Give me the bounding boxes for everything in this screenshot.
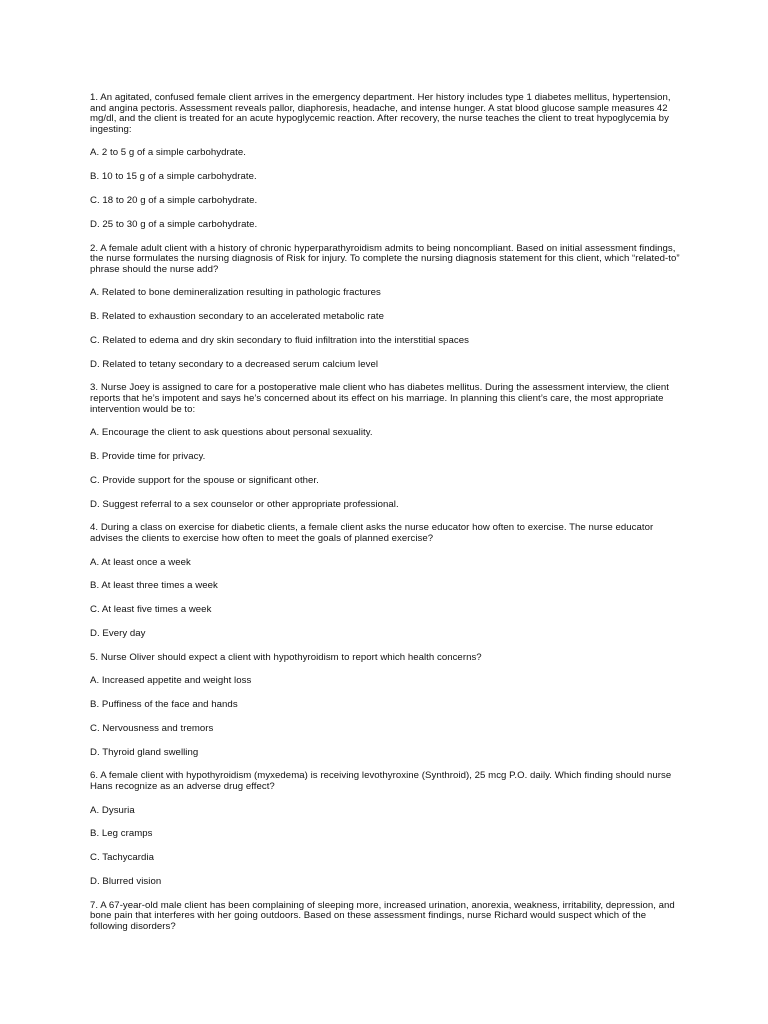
- question-3-stem: 3. Nurse Joey is assigned to care for a postoperative male client who has diabetes mellitus. During the assessment interview, the client reports that he’s impotent and says he’s concerned about its effect on his marriage. In planning this client’s care, the most appropriate intervention would be to:: [90, 382, 669, 415]
- question-5-option-d: D. Thyroid gland swelling: [90, 746, 199, 758]
- question-3-option-c: C. Provide support for the spouse or significant other.: [90, 474, 319, 486]
- question-4-option-b: B. At least three times a week: [90, 580, 218, 592]
- question-3-option-d: D. Suggest referral to a sex counselor or other appropriate professional.: [90, 498, 399, 510]
- question-5-option-c: C. Nervousness and tremors: [90, 722, 214, 734]
- question-2-stem: 2. A female adult client with a history of chronic hyperparathyroidism admits to being noncompliant. Based on initial assessment findings, the nurse formulates the nursing diagnosis of Risk for injury. To complete the nursing diagnosis statement for this client, which “related-to” phrase should the nurse add?: [90, 242, 680, 275]
- question-2-option-a: A. Related to bone demineralization resulting in pathologic fractures: [90, 287, 381, 299]
- question-4-stem: 4. During a class on exercise for diabetic clients, a female client asks the nurse educator how often to exercise. The nurse educator advises the clients to exercise how often to meet the goals of planned exercise?: [90, 522, 654, 544]
- question-7-stem: 7. A 67-year-old male client has been complaining of sleeping more, increased urination, anorexia, weakness, irritability, depression, and bone pain that interferes with her going outdoors. Based on these assessment findings, nurse Richard would suspect which of the following disorders?: [90, 899, 675, 932]
- document-page: [90, 93, 682, 932]
- question-5-option-b: B. Puffiness of the face and hands: [90, 699, 238, 710]
- question-1-option-c: C. 18 to 20 g of a simple carbohydrate.: [90, 194, 258, 206]
- question-4-option-c: C. At least five times a week: [90, 604, 212, 616]
- question-1-option-b: B. 10 to 15 g of a simple carbohydrate.: [90, 171, 257, 183]
- question-2-option-b: B. Related to exhaustion secondary to an accelerated metabolic rate: [90, 311, 385, 323]
- question-3-option-a: A. Encourage the client to ask questions about personal sexuality.: [90, 427, 373, 439]
- question-2-option-c: C. Related to edema and dry skin secondary to fluid infiltration into the interstitial spaces: [90, 334, 470, 346]
- question-2-option-d: D. Related to tetany secondary to a decreased serum calcium level: [90, 358, 379, 370]
- question-5-stem: 5. Nurse Oliver should expect a client with hypothyroidism to report which health concerns?: [90, 651, 482, 663]
- question-6-option-c: C. Tachycardia: [90, 852, 154, 864]
- question-6-stem: 6. A female client with hypothyroidism (myxedema) is receiving levothyroxine (Synthroid), 25 mcg P.O. daily. Which finding should nurse Hans recognize as an adverse drug effect?: [90, 770, 672, 792]
- question-4-option-d: D. Every day: [90, 627, 146, 639]
- question-1-option-a: A. 2 to 5 g of a simple carbohydrate.: [90, 147, 246, 159]
- question-5-option-a: A. Increased appetite and weight loss: [90, 675, 252, 687]
- question-1-option-d: D. 25 to 30 g of a simple carbohydrate.: [90, 218, 258, 230]
- question-1-stem: 1. An agitated, confused female client arrives in the emergency department. Her history includes type 1 diabetes mellitus, hypertension, and angina pectoris. Assessment reveals pallor, diaphoresis, headache, and intense hunger. A stat blood glucose sample measures 42 mg/dl, and the client is treated for an acute hypoglycemic reaction. After recovery, the nurse teaches the client to treat hypoglycemia by ingesting:: [90, 92, 671, 135]
- question-4-option-a: A. At least once a week: [90, 556, 191, 568]
- question-6-option-d: D. Blurred vision: [90, 875, 162, 887]
- question-3-option-b: B. Provide time for privacy.: [90, 450, 206, 462]
- question-6-option-b: B. Leg cramps: [90, 828, 153, 840]
- question-6-option-a: A. Dysuria: [90, 804, 135, 816]
